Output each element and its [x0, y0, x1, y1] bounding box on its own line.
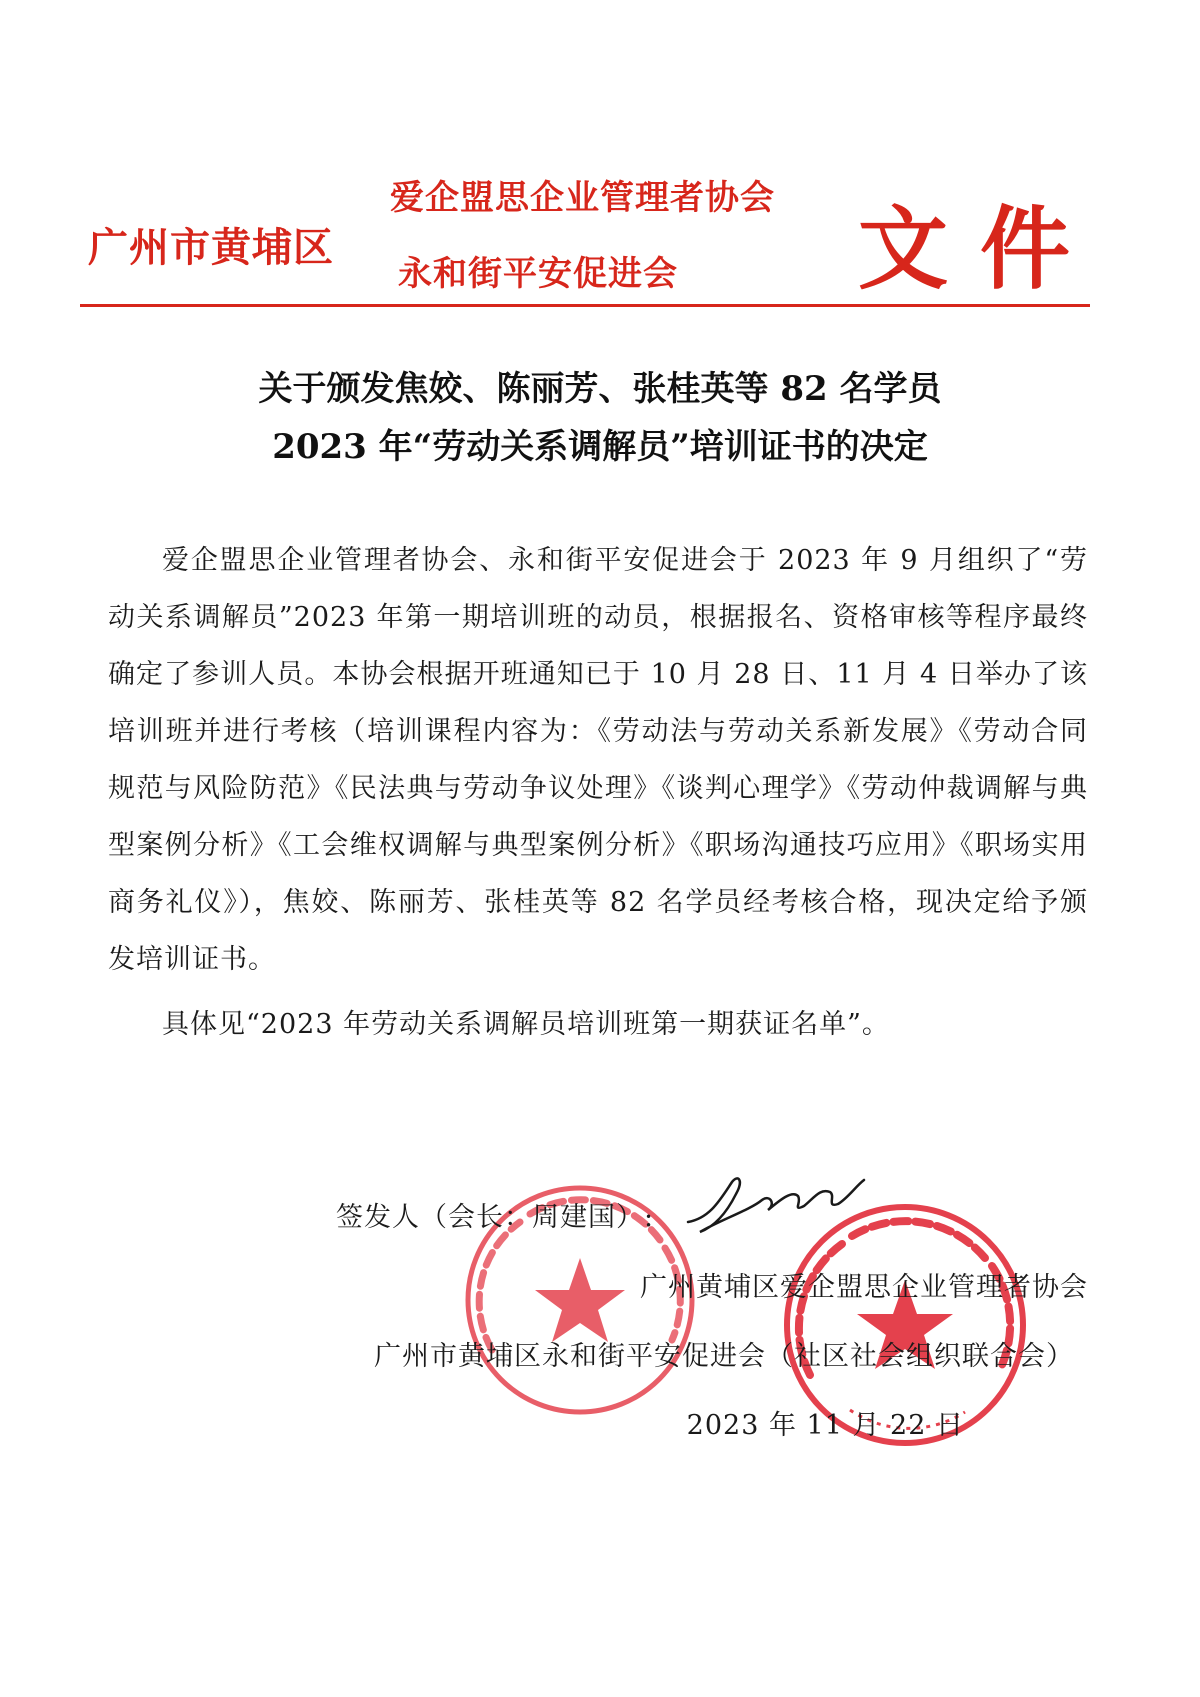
handwritten-signature	[680, 1170, 880, 1240]
header-org-2: 永和街平安促进会	[398, 254, 678, 294]
issuer-org-1: 广州黄埔区爱企盟思企业管理者协会	[640, 1272, 1088, 1303]
header-divider	[80, 304, 1090, 307]
document-title-line-2: 2023 年“劳动关系调解员”培训证书的决定	[272, 427, 928, 467]
header-document-type: 文件	[858, 196, 1102, 302]
header-org-1: 爱企盟思企业管理者协会	[390, 178, 775, 218]
signer-line: 签发人（会长：周建国）:	[336, 1202, 655, 1233]
reference-paragraph: 具体见“2023 年劳动关系调解员培训班第一期获证名单”。	[162, 1009, 890, 1040]
header-district: 广州市黄埔区	[88, 224, 334, 271]
document-title-line-1: 关于颁发焦姣、陈丽芳、张桂英等 82 名学员	[258, 369, 942, 409]
body-paragraph: 爱企盟思企业管理者协会、永和街平安促进会于 2023 年 9 月组织了“劳动关系调解员”2023 年第一期培训班的动员，根据报名、资格审核等程序最终确定了参训人员。本协会根据开班通知已于 10 月 28 日、11 月 4 日举办了该培训班并进行考核（培训课程内容为：《劳动法与劳动关系新发展》《劳动合同规范与风险防范》《民法典与劳动争议处理》《谈判心理学》《劳动仲裁调解与典型案例分析》《工会维权调解与典型案例分析》《职场沟通技巧应用》《职场实用商务礼仪》），焦姣、陈丽芳、张桂英等 82 名学员经考核合格，现决定给予颁发培训证书。	[108, 545, 1088, 975]
issue-date: 2023 年 11 月 22 日	[686, 1410, 964, 1441]
issuer-org-2: 广州市黄埔区永和街平安促进会（社区社会组织联合会）	[374, 1341, 1074, 1372]
